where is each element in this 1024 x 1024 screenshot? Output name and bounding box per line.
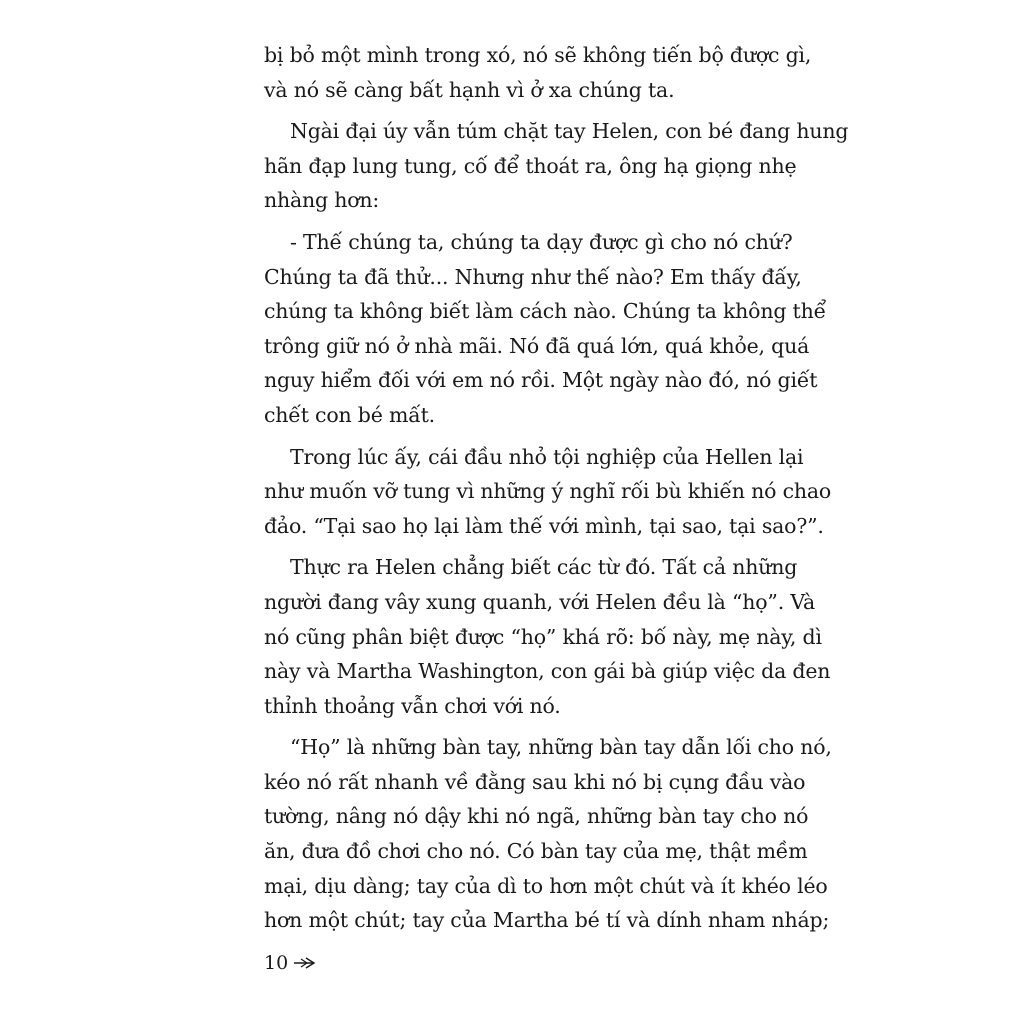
ornament-icon [292, 956, 318, 970]
text-line: ăn, đưa đồ chơi cho nó. Có bàn tay của mẹ, thật mềm [264, 839, 808, 864]
text-line: nguy hiểm đối với em nó rồi. Một ngày nào đó, nó giết [264, 368, 818, 393]
text-line: thỉnh thoảng vẫn chơi với nó. [264, 693, 561, 718]
text-line: trông giữ nó ở nhà mãi. Nó đã quá lớn, quá khỏe, quá [264, 333, 810, 358]
text-line: “Họ” là những bàn tay, những bàn tay dẫn lối cho nó, [290, 735, 832, 760]
text-line: Trong lúc ấy, cái đầu nhỏ tội nghiệp của Hellen lại [290, 444, 804, 469]
text-line: hơn một chút; tay của Martha bé tí và dính nham nháp; [264, 908, 830, 933]
text-line: Chúng ta đã thử... Nhưng như thế nào? Em thấy đấy, [264, 264, 802, 289]
text-line: Thực ra Helen chẳng biết các từ đó. Tất cả những [290, 555, 798, 580]
text-line: nó cũng phân biệt được “họ” khá rõ: bố này, mẹ này, dì [264, 624, 822, 649]
text-line: hãn đạp lung tung, cố để thoát ra, ông hạ giọng nhẹ [264, 153, 797, 178]
text-line: mại, dịu dàng; tay của dì to hơn một chút và ít khéo léo [264, 873, 828, 898]
text-line: chết con bé mất. [264, 402, 435, 427]
text-line: và nó sẽ càng bất hạnh vì ở xa chúng ta. [264, 77, 675, 102]
text-line: như muốn vỡ tung vì những ý nghĩ rối bù khiến nó chao [264, 479, 832, 504]
text-line: này và Martha Washington, con gái bà giúp việc da đen [264, 659, 831, 684]
text-line: bị bỏ một mình trong xó, nó sẽ không tiến bộ được gì, [264, 43, 812, 67]
text-line: Ngài đại úy vẫn túm chặt tay Helen, con bé đang hung [290, 119, 849, 144]
text-line: - Thế chúng ta, chúng ta dạy được gì cho nó chứ? [290, 229, 793, 254]
text-line: đảo. “Tại sao họ lại làm thế với mình, tại sao, tại sao?”. [264, 513, 824, 538]
text-line: người đang vây xung quanh, với Helen đều là “họ”. Và [264, 589, 816, 614]
text-line: kéo nó rất nhanh về đằng sau khi nó bị cụng đầu vào [264, 769, 806, 794]
text-line: nhàng hơn: [264, 188, 380, 213]
body-text [264, 38, 849, 938]
text-line: chúng ta không biết làm cách nào. Chúng ta không thể [264, 299, 827, 324]
page-footer [264, 948, 318, 978]
page-number: 10 [264, 952, 289, 974]
text-line: tường, nâng nó dậy khi nó ngã, những bàn tay cho nó [264, 804, 809, 829]
